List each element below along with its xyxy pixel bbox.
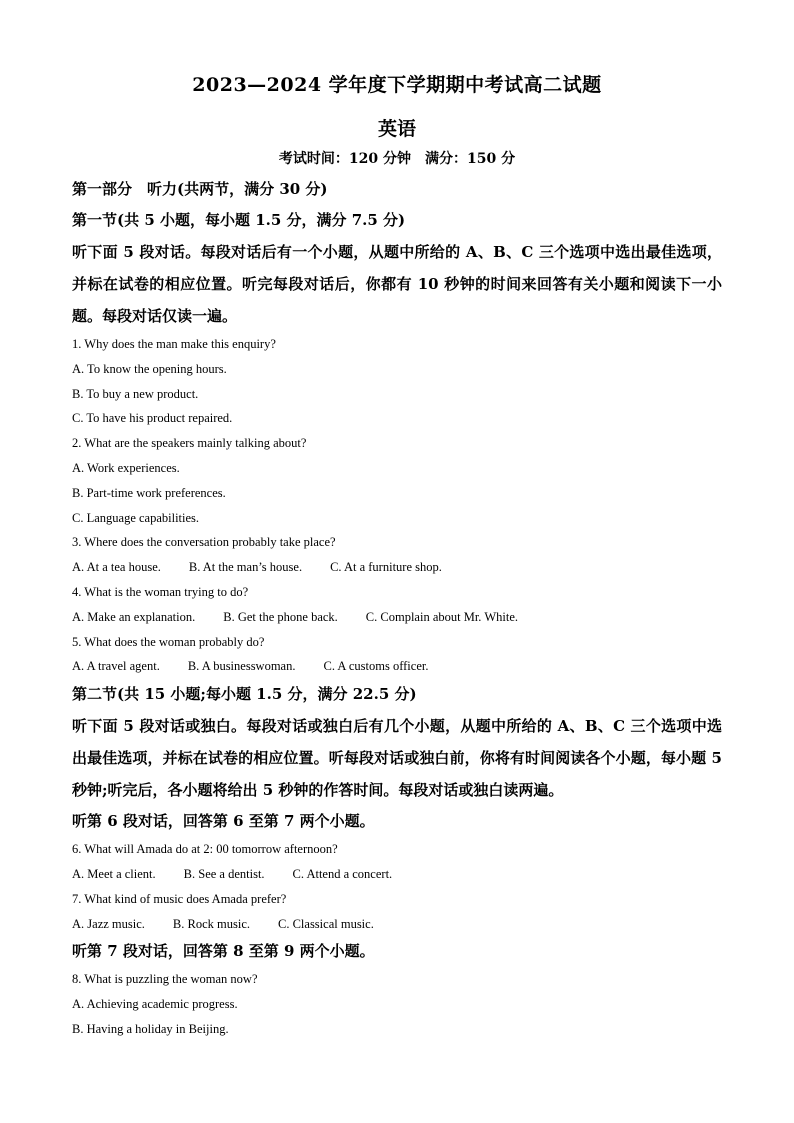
answer-option: B. Having a holiday in Beijing. [72, 1021, 229, 1036]
question-stem: 3. Where does the conversation probably take place? [72, 535, 336, 550]
answer-option: B. Rock music. [172, 916, 250, 931]
answer-option: A. To know the opening hours. [72, 361, 227, 376]
answer-option: C. A customs officer. [323, 659, 429, 674]
question-stem: 6. What will Amada do at 2: 00 tomorrow afternoon? [72, 842, 338, 857]
answer-option: A. At a tea house. [72, 560, 161, 575]
options-row [72, 862, 722, 887]
section2-instructions: 听下面 5 段对话或独白。每段对话或独白后有几个小题，从题中所给的 A、B、C 三个选项中选出最佳选项，并标在试卷的相应位置。听每段对话或独白前，你将有时间阅读各个小题，每小题 5 秒钟;听完后，各小题将给出 5 秒钟的作答时间。每段对话或独白读两遍。 [72, 717, 722, 800]
section2-heading: 第二节(共 15 小题;每小题 1.5 分，满分 22.5 分) [72, 685, 417, 704]
question-stem: 2. What are the speakers mainly talking about? [72, 436, 307, 451]
question-stem: 5. What does the woman probably do? [72, 634, 265, 649]
answer-option: B. Get the phone back. [223, 609, 338, 624]
answer-option: C. Complain about Mr. White. [365, 609, 518, 624]
answer-option: A. Make an explanation. [72, 609, 196, 624]
answer-option: B. A businesswoman. [187, 659, 296, 674]
answer-option: C. Language capabilities. [72, 510, 200, 525]
exam-info: 考试时间：120 分钟 满分：150 分 [278, 151, 516, 167]
options-row [72, 555, 722, 580]
answer-option: B. Part-time work preferences. [72, 485, 226, 500]
exam-content [72, 174, 722, 1042]
question-stem: 8. What is puzzling the woman now? [72, 972, 258, 987]
section1-instructions: 听下面 5 段对话。每段对话后有一个小题，从题中所给的 A、B、C 三个选项中选出最佳选项，并标在试卷的相应位置。听完每段对话后，你都有 10 秒钟的时间来回答有关小题和阅读下一小题。每段对话仅读一遍。 [72, 243, 722, 325]
part1-heading: 第一部分 听力(共两节，满分 30 分) [72, 180, 328, 198]
answer-option: A. Achieving academic progress. [72, 997, 238, 1012]
answer-option: C. Classical music. [278, 916, 374, 931]
question-stem: 7. What kind of music does Amada prefer? [72, 891, 287, 906]
subject-title: 英语 [377, 118, 416, 140]
answer-option: A. Work experiences. [72, 460, 180, 475]
exam-title: 2023—2024 学年度下学期期中考试高二试题 [192, 74, 602, 96]
options-row [72, 654, 722, 679]
group7-heading: 听第 7 段对话，回答第 8 至第 9 两个小题。 [72, 942, 375, 961]
options-row [72, 605, 722, 630]
group6-heading: 听第 6 段对话，回答第 6 至第 7 两个小题。 [72, 812, 375, 831]
options-row [72, 912, 722, 937]
answer-option: B. See a dentist. [183, 866, 265, 881]
answer-option: C. Attend a concert. [292, 866, 393, 881]
question-stem: 4. What is the woman trying to do? [72, 584, 249, 599]
question-stem: 1. Why does the man make this enquiry? [72, 337, 276, 351]
answer-option: B. At the man’s house. [188, 560, 303, 575]
answer-option: A. A travel agent. [72, 659, 160, 674]
answer-option: B. To buy a new product. [72, 386, 199, 401]
answer-option: C. To have his product repaired. [72, 411, 233, 426]
section1-heading: 第一节(共 5 小题，每小题 1.5 分，满分 7.5 分) [72, 211, 406, 229]
answer-option: A. Meet a client. [72, 866, 156, 881]
answer-option: A. Jazz music. [72, 916, 145, 931]
answer-option: C. At a furniture shop. [330, 560, 442, 575]
